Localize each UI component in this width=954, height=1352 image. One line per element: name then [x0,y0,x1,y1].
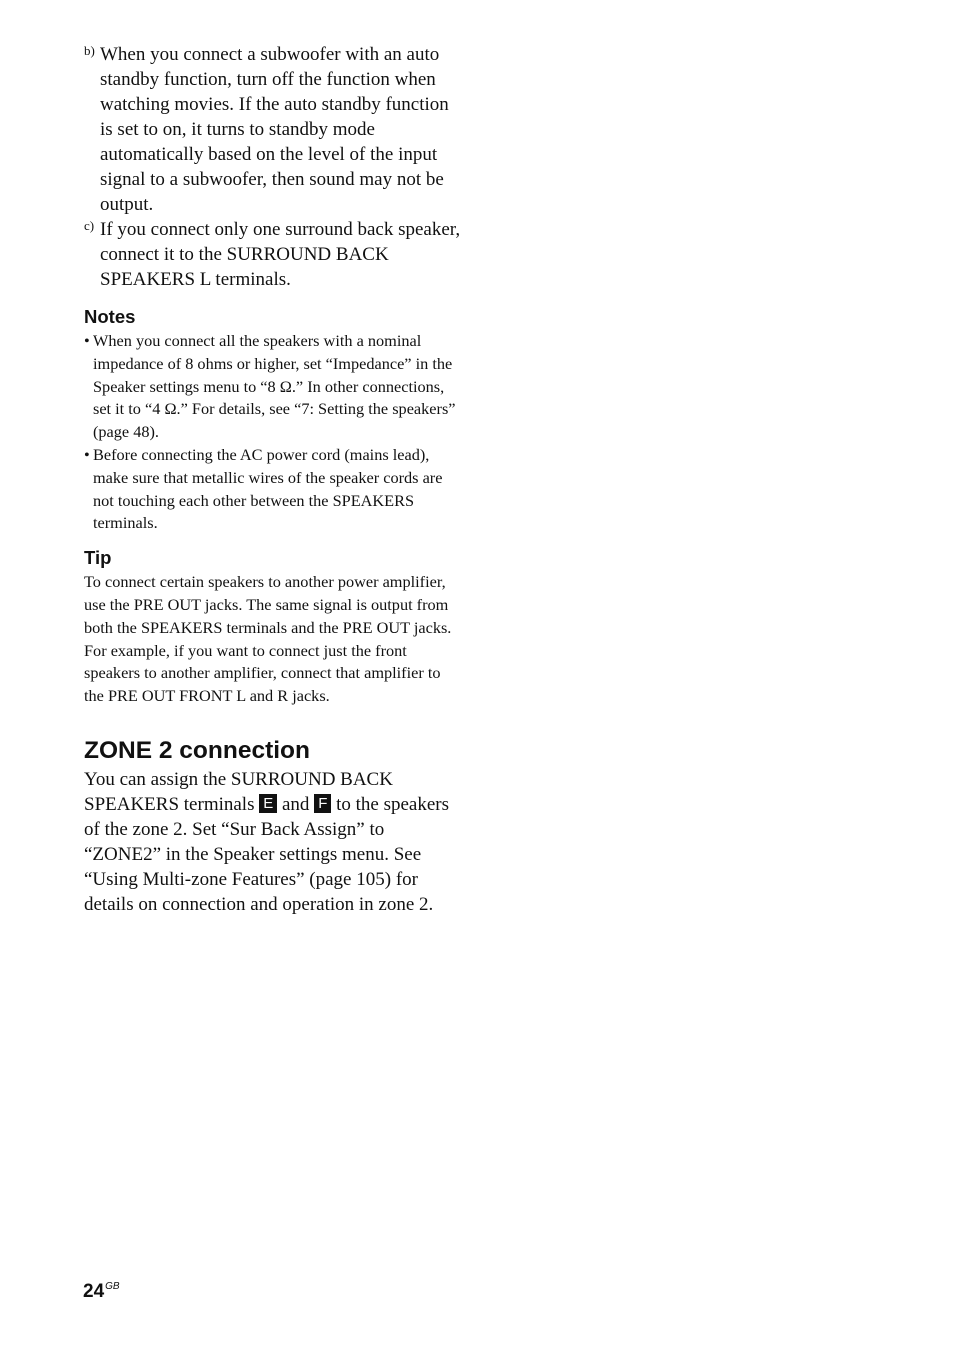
page-number-suffix: GB [105,1281,120,1292]
page-number-value: 24 [83,1281,105,1302]
footnote-text: When you connect a subwoofer with an auto standby function, turn off the function when watching movies. If the auto standby function is set to on, it turns to standby mode automatically based on the level of the input signal to a subwoofer, then sound may not be output. [100,44,449,215]
note-text: When you connect all the speakers with a nominal impedance of 8 ohms or higher, set “Impedance” in the Speaker settings menu to “8 Ω.” In other connections, set it to “4 Ω.” For details, see “7: Setting the speakers” (page 48). [93,331,456,442]
footnote-mark: c) [84,218,95,233]
terminal-e-label: E [259,794,277,813]
footnote-text: If you connect only one surround back speaker, connect it to the SURROUND BACK SPEAKERS L terminals. [100,219,461,290]
note-item [84,330,462,444]
zone2-paragraph [84,767,462,917]
tip-heading: Tip [84,547,112,569]
zone2-heading: ZONE 2 connection [84,736,310,764]
notes-heading: Notes [84,306,136,327]
footnote-mark: b) [84,43,95,58]
zone2-text-before: You can assign the SURROUND BACK SPEAKERS terminals [84,768,393,815]
bullet-icon: • [84,331,90,350]
note-text: Before connecting the AC power cord (mains lead), make sure that metallic wires of the speaker cords are not touching each other between the SPEAKERS terminals. [93,444,443,533]
bullet-icon: • [84,444,90,464]
zone2-text-after: to the speakers of the zone 2. Set “Sur Back Assign” to “ZONE2” in the Speaker settings menu. See “Using Multi-zone Features” (page 105) for details on connection and operation in zone 2. [84,793,450,915]
text-column [84,42,462,917]
tip-text: To connect certain speakers to another power amplifier, use the PRE OUT jacks. The same signal is output from both the SPEAKERS terminals and the PRE OUT jacks. For example, if you want to connect just the front speakers to another amplifier, connect that amplifier to the PRE OUT FRONT L and R jacks. [84,572,452,706]
footnote-c [84,217,462,292]
page-number [83,1281,120,1303]
terminal-f-label: F [314,794,331,813]
footnote-b [84,42,462,217]
note-item [84,444,462,535]
zone2-text-and: and [282,793,310,815]
